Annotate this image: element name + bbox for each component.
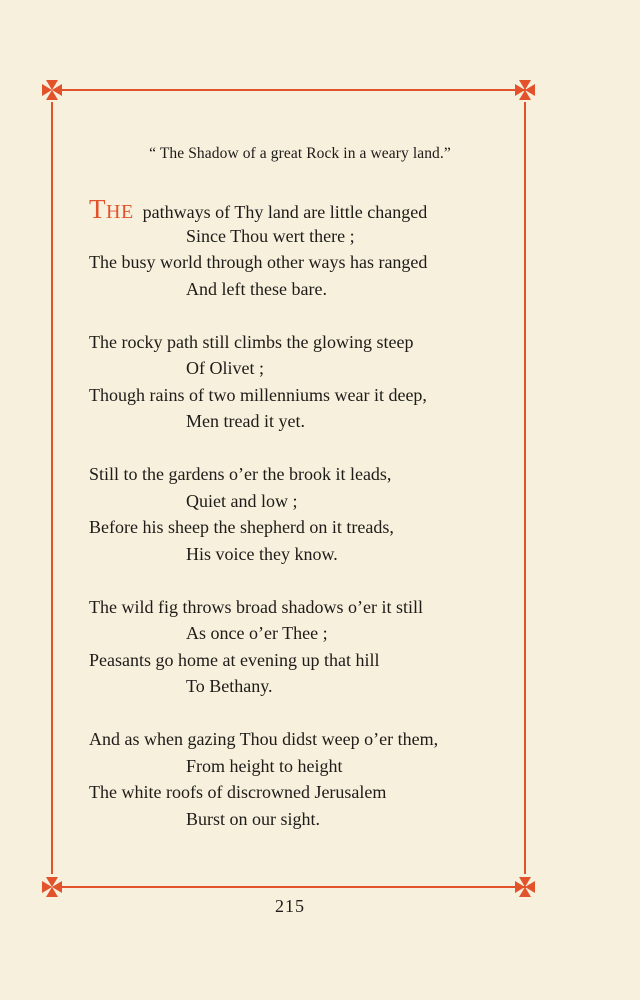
stanza-1 [89, 196, 519, 302]
poem-line: The white roofs of discrowned Jerusalem [89, 782, 387, 802]
maltese-cross-icon [514, 79, 536, 101]
poem-line: Of Olivet ; [186, 358, 264, 378]
maltese-cross-icon [514, 876, 536, 898]
poem-line: Though rains of two millenniums wear it deep, [89, 384, 427, 405]
poem [89, 196, 519, 859]
poem-line: The wild fig throws broad shadows o’er it still [89, 596, 423, 617]
drop-cap: THE [89, 194, 134, 224]
poem-line: Still to the gardens o’er the brook it leads, [89, 464, 392, 484]
border-rule-right [524, 102, 526, 874]
poem-line: Before his sheep the shepherd on it treads, [89, 517, 394, 537]
poem-line: And as when gazing Thou didst weep o’er them, [89, 729, 439, 749]
stanza-2 [89, 329, 519, 435]
border-rule-top [54, 89, 526, 91]
poem-line: From height to height [186, 755, 343, 776]
poem-line [89, 196, 519, 223]
poem-line: Men tread it yet. [186, 411, 305, 431]
poem-line: His voice they know. [186, 543, 338, 564]
poem-line: The rocky path still climbs the glowing steep [89, 331, 414, 352]
maltese-cross-icon [41, 876, 63, 898]
stanza-4 [89, 594, 519, 700]
poem-line: As once o’er Thee ; [186, 623, 328, 643]
line-text: pathways of Thy land are little changed [142, 202, 428, 222]
poem-line: To Bethany. [186, 676, 273, 696]
poem-line: And left these bare. [186, 278, 327, 299]
poem-line: Peasants go home at evening up that hill [89, 649, 380, 670]
poem-line: Quiet and low ; [186, 490, 298, 511]
stanza-3 [89, 461, 519, 567]
border-rule-bottom [54, 886, 526, 888]
poem-line: The busy world through other ways has ranged [89, 252, 428, 272]
border-rule-left [51, 102, 53, 874]
poem-line: Since Thou wert there ; [186, 225, 355, 246]
page-number: 215 [275, 896, 305, 916]
stanza-5 [89, 726, 519, 832]
poem-line: Burst on our sight. [186, 808, 321, 829]
maltese-cross-icon [41, 79, 63, 101]
epigraph: “ The Shadow of a great Rock in a weary land.” [149, 145, 451, 162]
